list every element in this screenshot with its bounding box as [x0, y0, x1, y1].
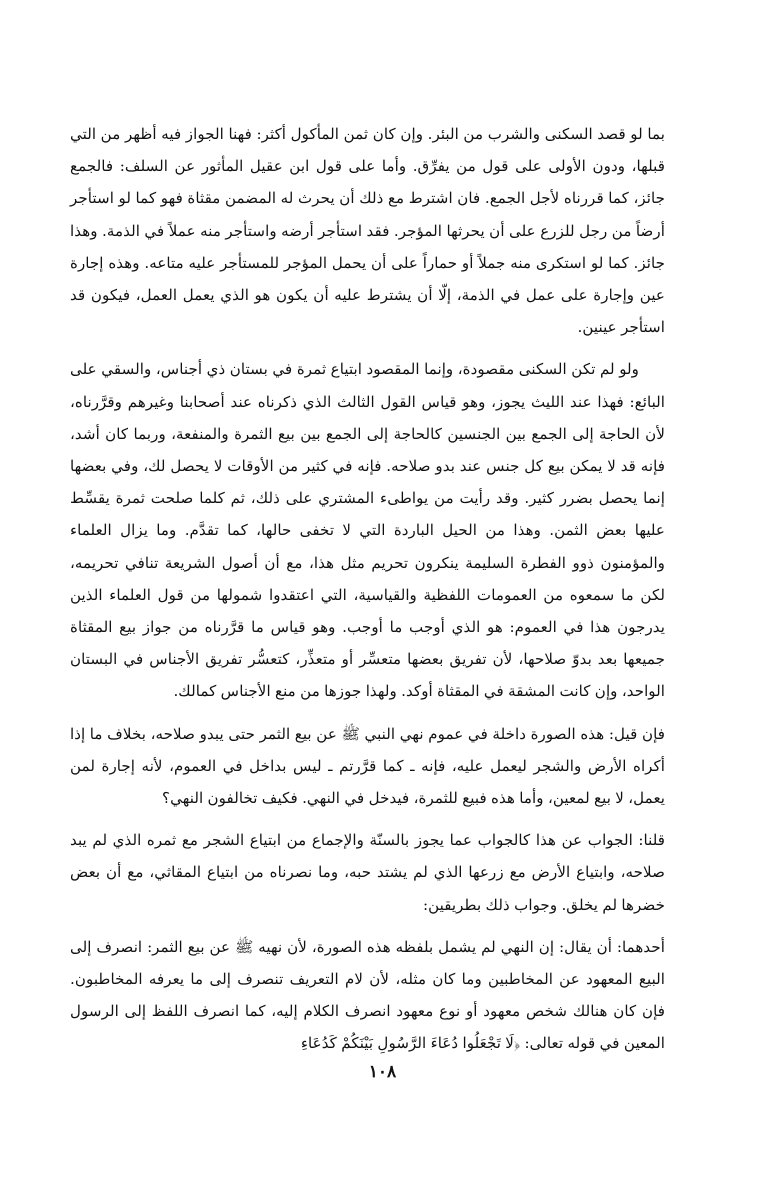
paragraph-1: بما لو قصد السكنى والشرب من البئر. وإن كان ثمن المأكول أكثر: فهنا الجواز فيه أظهر من التي قبلها، ودون الأولى على قول من يفرِّق. وأما على قول ابن عقيل المأثور عن السلف: فالجمع جائز، كما قررناه لأجل الجمع. فان اشترط مع ذلك أن يحرث له المضمن مقثاة فهو كما لو استأجر أرضاً من رجل للزرع على أن يحرثها المؤجر. فقد استأجر أرضه واستأجر منه عملاً في الذمة. وهذا جائز. كما لو استكرى منه جملاً أو حماراً على أن يحمل المؤجر للمستأجر عليه متاعه. وهذه إجارة عين وإجارة على عمل في الذمة، إلّا أن يشترط عليه أن يكون هو الذي يعمل العمل، فيكون قد استأجر عينين. [70, 125, 665, 337]
paragraph-5: أحدهما: أن يقال: إن النهي لم يشمل بلفظه هذه الصورة، لأن نهيه ﷺ عن بيع الثمر: انصرف إلى البيع المعهود عن المخاطبين وما كان مثله، لأن لام التعريف تنصرف إلى ما يعرفه المخاطبون. فإن كان هنالك شخص معهود أو نوع معهود انصرف الكلام إليه، كما انصرف اللفظ إلى الرسول المعين في قوله تعالى: ﴿لَا تَجْعَلُوا دُعَاءَ الرَّسُولِ بَيْنَكُمْ كَدُعَاءِ [70, 937, 665, 1053]
paragraph-3: فإن قيل: هذه الصورة داخلة في عموم نهي النبي ﷺ عن بيع الثمر حتى يبدو صلاحه، بخلاف ما إذا أكراه الأرض والشجر ليعمل عليه، فإنه ـ كما قرَّرتم ـ ليس بداخل في العموم، لأنه إجارة لمن يعمل، لا بيع لمعين، وأما هذه فبيع للثمرة، فيدخل في النهي. فكيف تخالفون النهي؟ [70, 724, 665, 808]
paragraph-2: ولو لم تكن السكنى مقصودة، وإنما المقصود ابتياع ثمرة في بستان ذي أجناس، والسقي على البائع: فهذا عند الليث يجوز، وهو قياس القول الثالث الذي ذكرناه عند أصحابنا وغيرهم وقرَّرناه، لأن الحاجة إلى الجمع بين الجنسين كالحاجة إلى الجمع بين بيع الثمرة والمنفعة، وربما كان أشد، فإنه قد لا يمكن بيع كل جنس عند بدو صلاحه. فإنه في كثير من الأوقات لا يحصل لك، وفي بعضها إنما يحصل بضرر كثير. وقد رأيت من يواطىء المشتري على ذلك، ثم كلما صلحت ثمرة يقسِّط عليها بعض الثمن. وهذا من الحيل الباردة التي لا تخفى حالها، كما تقدَّم. وما يزال العلماء والمؤمنون ذوو الفطرة السليمة ينكرون تحريم مثل هذا، مع أن أصول الشريعة تنافي تحريمه، لكن ما سمعوه من العمومات اللفظية والقياسية، التي اعتقدوا شمولها من قول العلماء الذين يدرجون هذا في العموم: هو الذي أوجب ما أوجب. وهو قياس ما قرَّرناه من جواز بيع المقثاة جميعها بعد بدوّ صلاحها، لأن تفريق بعضها متعسِّر أو متعذِّر، كتعسُّر تفريق الأجناس في البستان الواحد، وإن كانت المشقة في المقثاة أوكد. ولهذا جوزها من منع الأجناس كمالك. [70, 360, 665, 701]
page-number: ١٠٨ [368, 1062, 397, 1082]
paragraph-4: قلنا: الجواب عن هذا كالجواب عما يجوز بالسنّة والإجماع من ابتياع الشجر مع ثمره الذي لم يبد صلاحه، وابتياع الأرض مع زرعها الذي لم يشتد حبه، وما نصرناه من ابتياع المقاثي، مع أن بعض خضرها لم يخلق. وجواب ذلك بطريقين: [70, 831, 665, 914]
